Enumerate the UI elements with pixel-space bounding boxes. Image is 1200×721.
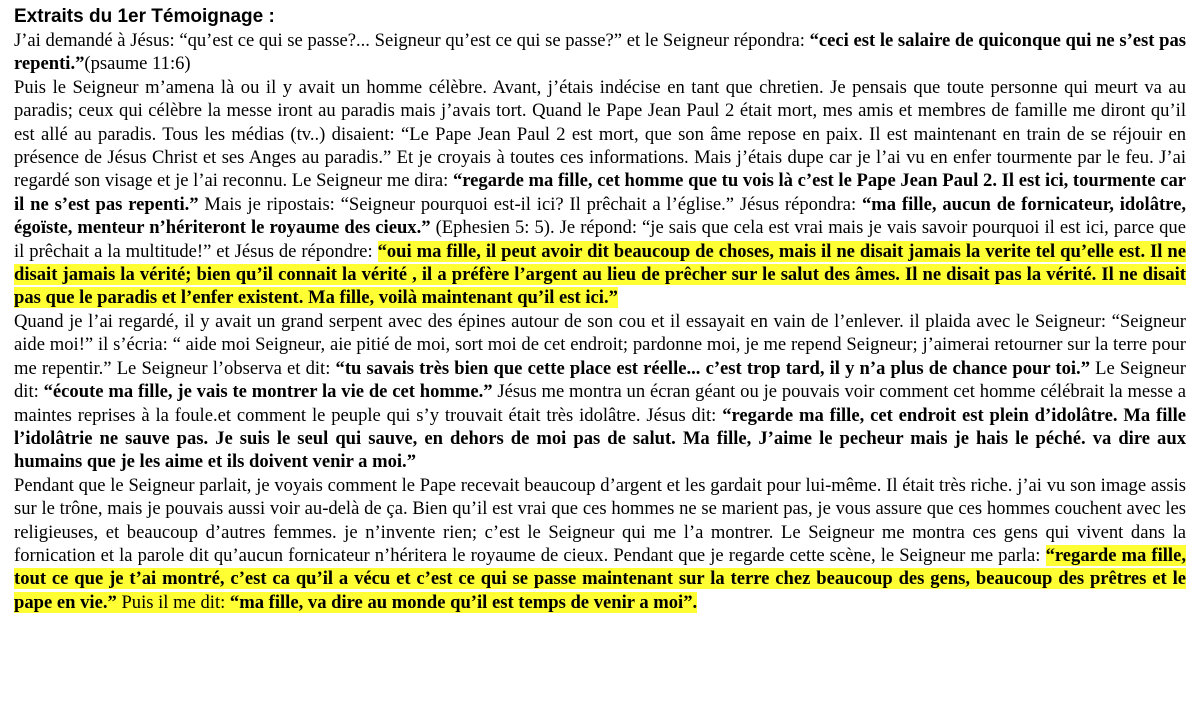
quote-text: “regarde ma fille, cet homme que tu vois là c’est le Pape Jean Paul 2. Il est ici, tourmente car il ne s’est pas repenti.”: [14, 170, 1186, 215]
quote-text: “regarde ma fille, tout ce que je t’ai montré, c’est ca qu’il a vécu et c’est ce qui se passe maintenant sur la terre chez beaucoup des gens, beaucoup des prêtres et le pape en vie.”: [14, 544, 1186, 613]
paragraph-1: [14, 29, 1186, 76]
narrative-text: Jésus me montra un écran géant ou je pouvais voir comment cet homme célébrait la messe a maintes reprises à la foule.et comment le peuple qui s’y trouvait était très idolâtre. Jésus dit:: [14, 381, 1186, 426]
document-heading: Extraits du 1er Témoignage :: [14, 6, 275, 27]
narrative-text: Mais je ripostais: “Seigneur pourquoi est-il ici? Il prêchait a l’église.” Jésus répondra:: [198, 193, 862, 215]
quote-text: “ma fille, aucun de fornicateur, idolâtre, égoïste, menteur n’hériteront le royaume des cieux.”: [14, 193, 1186, 239]
quote-text: “ma fille, va dire au monde qu’il est temps de venir a moi”.: [229, 591, 698, 613]
quote-text: “écoute ma fille, je vais te montrer la vie de cet homme.”: [43, 381, 493, 403]
quote-text: “regarde ma fille, cet endroit est plein d’idolâtre. Ma fille l’idolâtrie ne sauve pas. Je suis le seul qui sauve, en dehors de moi pas de salut. Ma fille, J’aime le pecheur mais je hais le péché. va dire aux humains que je les aime et ils doivent venir a moi.”: [14, 404, 1186, 473]
narrative-text: (psaume 11:6): [84, 53, 191, 75]
narrative-text: Puis le Seigneur m’amena là ou il y avait un homme célèbre. Avant, j’étais indécise en tant que chretien. Je pensais que toute personne qui meurt va au paradis; ceux qui célèbre la messe iront au paradis mais j’avais tort. Quand le Pape Jean Paul 2 était mort, mes amis et membres de famille me diront qu’il est allé au paradis. Tous les médias (tv..) disaient: “Le Pape Jean Paul 2 est mort, que son âme repose en paix. Il est maintenant en train de se réjouir en présence de Jésus Christ et ses Anges au paradis.” Et je croyais à toutes ces informations. Mais j’étais dupe car je l’ai vu en enfer tourmente par le feu. J’ai regardé son visage et je l’ai reconnu. Le Seigneur me dira:: [14, 76, 1186, 192]
narrative-text: Puis il me dit:: [116, 591, 230, 613]
document-page: [14, 5, 1186, 614]
narrative-text: Quand je l’ai regardé, il y avait un grand serpent avec des épines autour de son cou et il essayait en vain de l’enlever. il plaida avec le Seigneur: “Seigneur aide moi!” il s’écria: “ aide moi Seigneur, aie pitié de moi, sort moi de cet endroit; pardonne moi, je me repend Seigneur; j’aimerai retourner sur la terre pour me repentir.” Le Seigneur l’observa et dit:: [14, 310, 1186, 379]
paragraph-4: [14, 474, 1186, 614]
quote-text: “oui ma fille, il peut avoir dit beaucoup de choses, mais il ne disait jamais la verite tel qu’elle est. Il ne disait jamais la vérité; bien qu’il connait la vérité , il a préfère l’argent au lieu de prêcher sur le salut des âmes. Il ne disait pas la vérité. Il ne disait pas que le paradis et l’enfer existent. Ma fille, voilà maintenant qu’il est ici.”: [14, 240, 1186, 309]
narrative-text: Le Seigneur dit:: [14, 357, 1186, 403]
narrative-text: J’ai demandé à Jésus: “qu’est ce qui se passe?... Seigneur qu’est ce qui se passe?” et le Seigneur répondra:: [14, 30, 810, 51]
paragraph-3: [14, 310, 1186, 474]
quote-text: “tu savais très bien que cette place est réelle... c’est trop tard, il y n’a plus de chance pour toi.”: [335, 357, 1090, 379]
quote-text: “ceci est le salaire de quiconque qui ne s’est pas repenti.”: [14, 30, 1186, 75]
narrative-text: (Ephesien 5: 5). Je répond: “je sais que cela est vrai mais je vais savoir pourquoi il est ici, parce que il prêchait a la multitude!” et Jésus de répondre:: [14, 217, 1186, 262]
paragraph-2: [14, 76, 1186, 310]
narrative-text: Pendant que le Seigneur parlait, je voyais comment le Pape recevait beaucoup d’argent et les gardait pour lui-même. Il était très riche. j’ai vu son image assis sur le trône, mais je pouvais aussi voir au-delà de ça. Bien qu’il est vrai que ces hommes ne se marient pas, je vous assure que ces hommes couchent avec les religieuses, et beaucoup d’autres femmes. je n’invente rien; c’est le Seigneur qui me l’a montrer. Le Seigneur me montra ces gens qui vivent dans la fornication et la parole dit qu’aucun fornicateur n’héritera le royaume de cieux. Pendant que je regarde cette scène, le Seigneur me parla:: [14, 474, 1186, 566]
